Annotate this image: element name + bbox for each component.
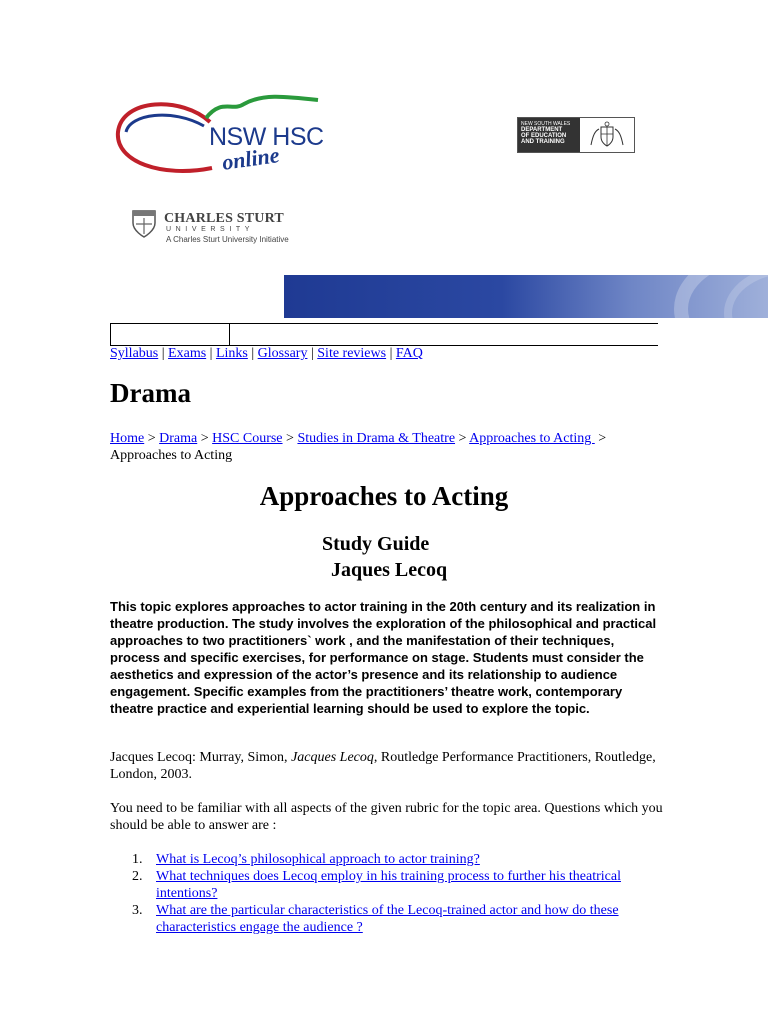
breadcrumb-separator: > [144, 431, 160, 446]
dept-education-logo[interactable] [517, 117, 635, 153]
question-link[interactable]: What techniques does Lecoq employ in his training process to further his theatrical intentions? [156, 869, 621, 901]
top-nav [110, 346, 423, 362]
list-item [110, 851, 650, 868]
breadcrumb [110, 430, 670, 464]
header-banner [284, 275, 768, 318]
breadcrumb-drama[interactable]: Drama [159, 431, 198, 446]
nav-link-links[interactable]: Links [215, 346, 248, 361]
reference-title: Jacques Lecoq [291, 750, 374, 765]
breadcrumb-separator: > [197, 431, 213, 446]
question-number: 1. [132, 852, 143, 867]
nav-separator: | [307, 346, 318, 361]
dept-logo-line: NEW SOUTH WALES [521, 121, 571, 127]
instructions-paragraph: You need to be familiar with all aspects of the given rubric for the topic area. Questions which you should be able to answer are : [110, 801, 663, 833]
nav-link-faq[interactable]: FAQ [395, 346, 423, 361]
breadcrumb-approaches[interactable]: Approaches to Acting [469, 431, 595, 446]
nav-empty-cell [110, 323, 230, 346]
breadcrumb-separator: > [282, 431, 298, 446]
nav-divider [230, 323, 658, 324]
question-link[interactable]: What is Lecoq’s philosophical approach to actor training? [156, 852, 480, 867]
nav-separator: | [206, 346, 216, 361]
breadcrumb-separator: > [594, 431, 610, 446]
csu-name: CHARLES STURT [164, 211, 284, 226]
nav-link-exams[interactable]: Exams [168, 346, 207, 361]
nav-link-site-reviews[interactable]: Site reviews [317, 346, 387, 361]
charles-sturt-logo[interactable] [131, 209, 321, 249]
reference-lead: Jacques Lecoq: Murray, Simon, [110, 750, 292, 765]
breadcrumb-home[interactable]: Home [110, 431, 145, 446]
question-list [110, 851, 650, 936]
intro-paragraph: This topic explores approaches to actor training in the 20th century and its realization in theatre production. The study involves the exploration of the philosophical and practical approaches to two practitioners` work , and the manifestation of their techniques, process and specific exercises, for performance on stage. Students must consider the aesthetics and expression of the actor’s presence and its relationship to audience engagement. Specific examples from the practitioners’ theatre work, contemporary theatre practice and experiential learning should be used to explore the topic. [110, 599, 657, 716]
practitioner-heading: Jaques Lecoq [331, 559, 448, 581]
list-item [110, 868, 650, 902]
reference-paragraph [110, 749, 670, 783]
csu-tagline: A Charles Sturt University Initiative [166, 235, 289, 244]
coat-of-arms-icon [580, 118, 634, 152]
question-number: 2. [132, 869, 143, 884]
breadcrumb-current: Approaches to Acting [110, 448, 233, 463]
dept-logo-line: DEPARTMENT [521, 127, 563, 133]
nav-separator: | [386, 346, 396, 361]
study-guide-heading: Study Guide [322, 533, 430, 555]
nsw-logo-text: NSW HSC [209, 123, 324, 151]
breadcrumb-hsc-course[interactable]: HSC Course [212, 431, 283, 446]
dept-logo-line: OF EDUCATION [521, 133, 567, 139]
breadcrumb-studies[interactable]: Studies in Drama & Theatre [297, 431, 456, 446]
reference-rest: , Routledge Performance Practitioners, Routledge, London, 2003. [110, 750, 656, 782]
dept-logo-line: AND TRAINING [521, 139, 565, 145]
nav-link-glossary[interactable]: Glossary [257, 346, 308, 361]
question-link[interactable]: What are the particular characteristics of the Lecoq-trained actor and how do these characteristics engage the audience ? [156, 903, 619, 935]
section-title: Drama [110, 378, 191, 408]
nsw-logo-online: online [220, 142, 281, 175]
list-item [110, 902, 650, 936]
dept-logo-text-block [518, 118, 580, 152]
csu-university: UNIVERSITY [166, 226, 255, 233]
breadcrumb-separator: > [455, 431, 470, 446]
page-title: Approaches to Acting [259, 481, 509, 511]
nav-separator: | [158, 346, 169, 361]
nav-separator: | [247, 346, 258, 361]
question-number: 3. [132, 903, 143, 918]
nav-link-syllabus[interactable]: Syllabus [110, 346, 159, 361]
csu-shield-icon [131, 209, 157, 239]
